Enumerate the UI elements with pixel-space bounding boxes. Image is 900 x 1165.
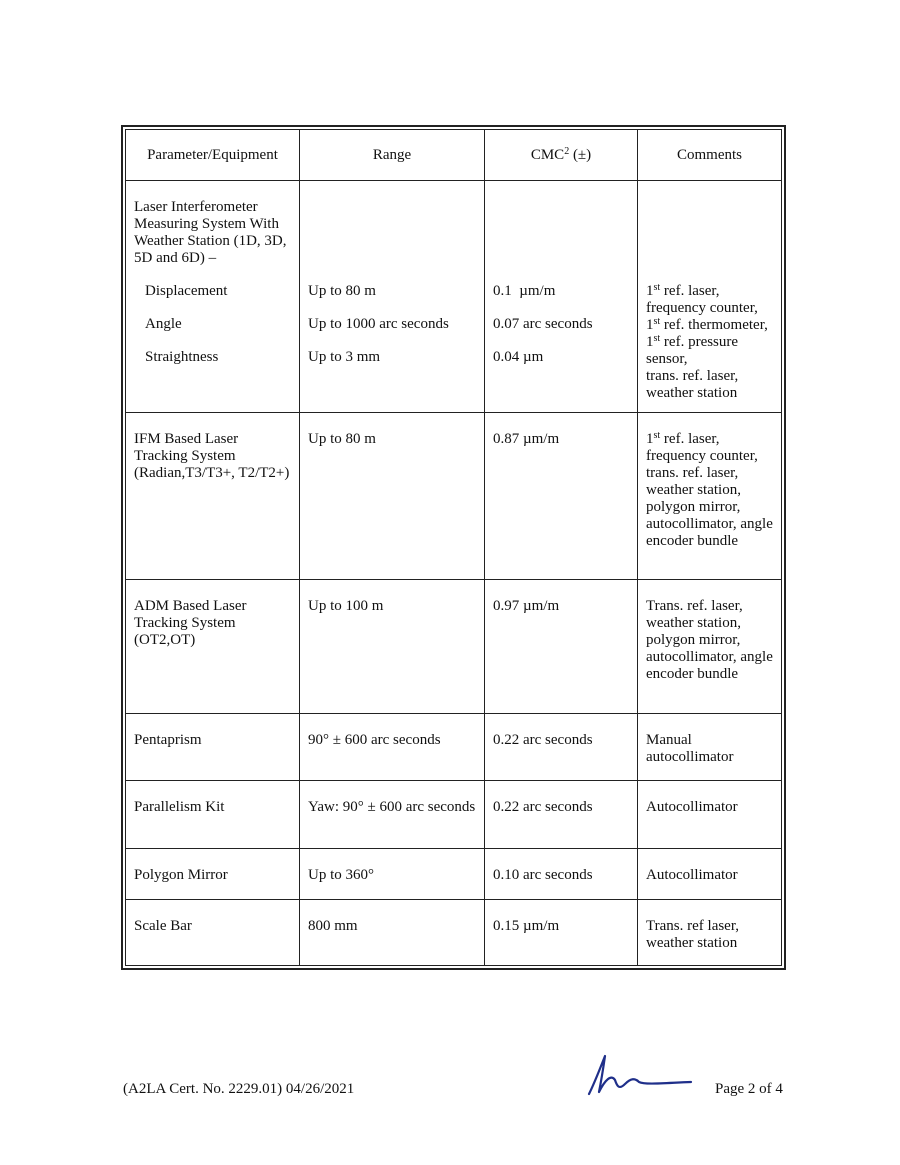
- subitem-angle: Angle: [145, 316, 182, 332]
- subitem-straightness: Straightness: [145, 349, 219, 365]
- cmc-displacement: 0.1 µm/m: [493, 283, 556, 299]
- cell-comments: [638, 181, 782, 413]
- polygon-name: Polygon Mirror: [126, 849, 300, 900]
- ifm-name: IFM Based Laser Tracking System (Radian,T3/T3+, T2/T2+): [126, 413, 300, 580]
- cell-cmc: [485, 181, 638, 413]
- scale-bar-range: 800 mm: [300, 900, 485, 966]
- cert-footer: (A2LA Cert. No. 2229.01) 04/26/2021: [123, 1081, 355, 1097]
- polygon-comment: Autocollimator: [638, 849, 782, 900]
- table-row: [126, 714, 782, 781]
- scale-bar-cmc: 0.15 µm/m: [485, 900, 638, 966]
- ifm-cmc: 0.87 µm/m: [485, 413, 638, 580]
- header-comments: Comments: [638, 130, 782, 181]
- parallelism-name: Parallelism Kit: [126, 781, 300, 849]
- capabilities-table-frame: [121, 125, 786, 970]
- range-displacement: Up to 80 m: [308, 283, 376, 299]
- adm-comment: Trans. ref. laser, weather station, polygon mirror, autocollimator, angle encoder bundle: [638, 580, 782, 714]
- cell-parameter: [126, 181, 300, 413]
- adm-range: Up to 100 m: [300, 580, 485, 714]
- table-row: [126, 849, 782, 900]
- parallelism-comment: Autocollimator: [638, 781, 782, 849]
- range-straightness: Up to 3 mm: [308, 349, 381, 365]
- parallelism-range: Yaw: 90° ± 600 arc seconds: [300, 781, 485, 849]
- capabilities-table: [125, 129, 782, 966]
- header-parameter: Parameter/Equipment: [126, 130, 300, 181]
- header-cmc: CMC$^2$ (±): [485, 130, 638, 181]
- cell-range: [300, 181, 485, 413]
- adm-cmc: 0.97 µm/m: [485, 580, 638, 714]
- pentaprism-cmc: 0.22 arc seconds: [485, 714, 638, 781]
- table-header-row: [126, 130, 782, 181]
- pentaprism-range: 90° ± 600 arc seconds: [300, 714, 485, 781]
- table-row: [126, 781, 782, 849]
- laser-interferometer-title: Laser Interferometer Measuring System With Weather Station (1D, 3D, 5D and 6D) –: [134, 199, 287, 266]
- table-row: [126, 580, 782, 714]
- adm-name: ADM Based Laser Tracking System (OT2,OT): [126, 580, 300, 714]
- laser-interferometer-comments: 1st ref. laser, frequency counter, 1st ref. thermometer, 1st ref. pressure sensor, trans. ref. laser, weather station: [646, 282, 768, 401]
- table-row: [126, 181, 782, 413]
- range-angle: Up to 1000 arc seconds: [308, 316, 449, 332]
- polygon-range: Up to 360°: [300, 849, 485, 900]
- scale-bar-name: Scale Bar: [126, 900, 300, 966]
- table-row: [126, 413, 782, 580]
- scale-bar-comment: Trans. ref laser, weather station: [638, 900, 782, 966]
- pentaprism-name: Pentaprism: [126, 714, 300, 781]
- polygon-cmc: 0.10 arc seconds: [485, 849, 638, 900]
- parallelism-cmc: 0.22 arc seconds: [485, 781, 638, 849]
- ifm-range: Up to 80 m: [300, 413, 485, 580]
- page-number: Page 2 of 4: [715, 1081, 783, 1097]
- cmc-angle: 0.07 arc seconds: [493, 316, 593, 332]
- ifm-comment: 1st ref. laser, frequency counter, trans. ref. laser, weather station, polygon mirror, autocollimator, angle encoder bundle: [638, 413, 782, 580]
- cmc-straightness: 0.04 µm: [493, 349, 544, 365]
- pentaprism-comment: Manual autocollimator: [638, 714, 782, 781]
- signature-mark: [585, 1052, 695, 1097]
- header-range: Range: [300, 130, 485, 181]
- table-row: [126, 900, 782, 966]
- subitem-displacement: Displacement: [145, 283, 228, 299]
